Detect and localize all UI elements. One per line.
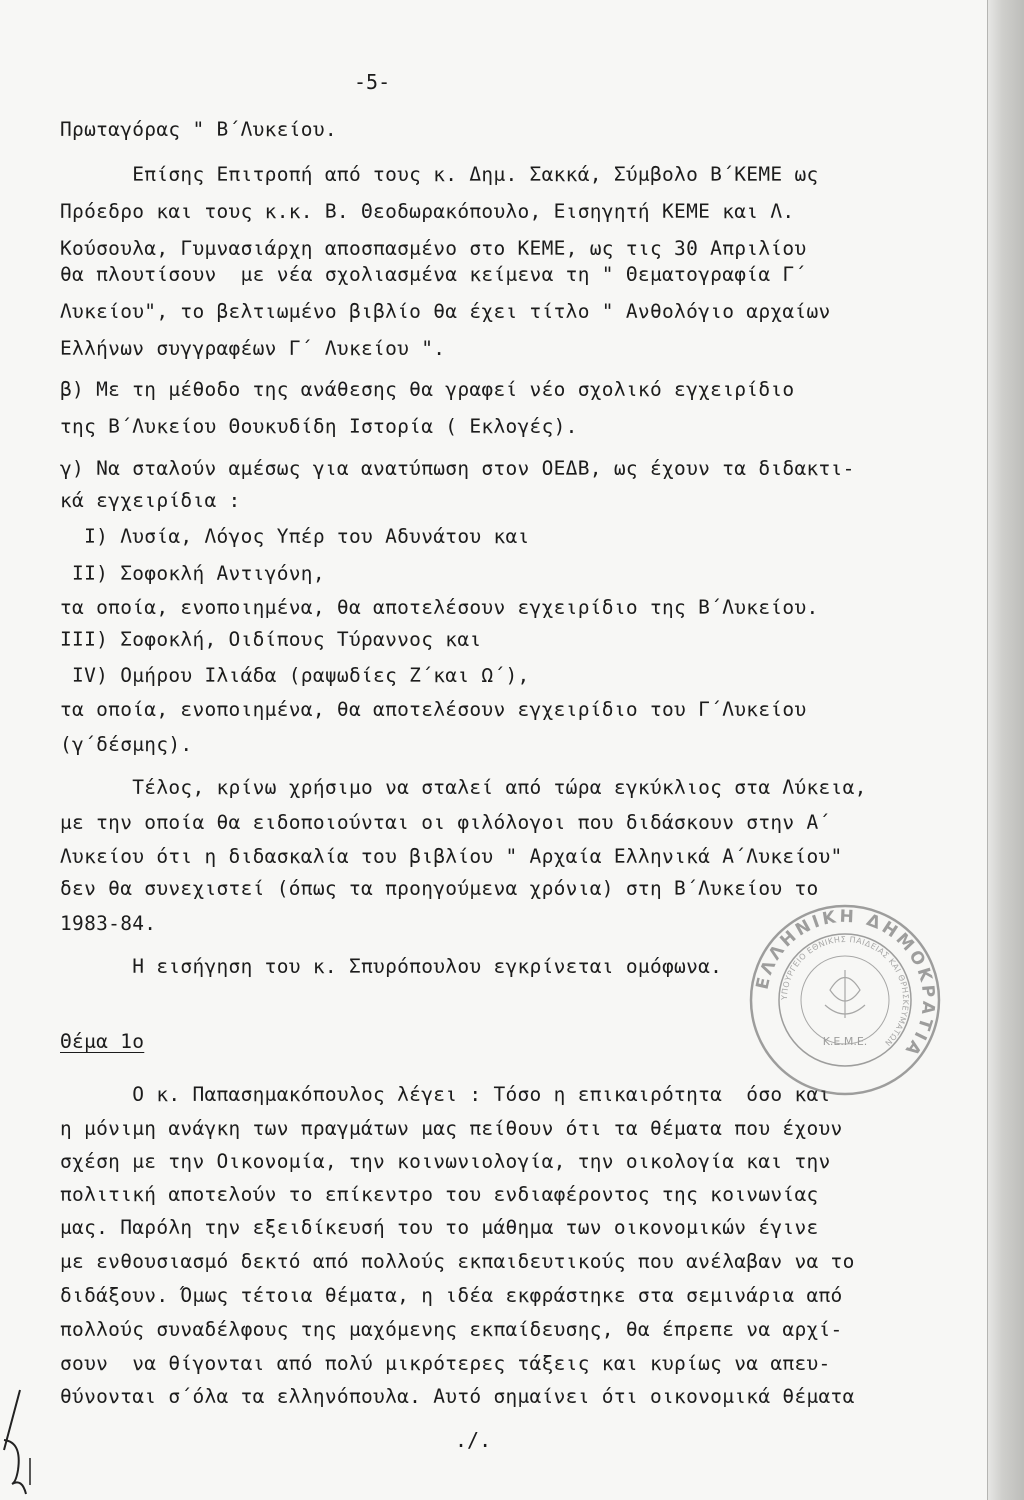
text-line: τα οποία, ενοποιημένα, θα αποτελέσουν εγχειρίδιο της Β΄Λυκείου.	[60, 596, 819, 619]
official-stamp	[745, 900, 945, 1100]
text-line: ΙΙ) Σοφοκλή Αντιγόνη,	[60, 562, 325, 585]
text-line: Ο κ. Παπασημακόπουλος λέγει : Τόσο η επικαιρότητα όσο και	[60, 1083, 831, 1106]
text-line: θύνονται σ΄όλα τα ελληνόπουλα. Αυτό σημαίνει ότι οικονομικά θέματα	[60, 1385, 855, 1408]
text-line: Η εισήγηση του κ. Σπυρόπουλου εγκρίνεται ομόφωνα.	[60, 955, 723, 978]
text-line: τα οποία, ενοποιημένα, θα αποτελέσουν εγχειρίδιο του Γ΄Λυκείου	[60, 698, 807, 721]
text-line: κά εγχειρίδια :	[60, 489, 241, 512]
continuation-mark: ./.	[455, 1428, 492, 1452]
text-line: με την οποία θα ειδοποιούνται οι φιλόλογοι που διδάσκουν στην Α΄	[60, 811, 831, 834]
text-line: πολλούς συναδέλφους της μαχόμενης εκπαίδευσης, θα έπρεπε να αρχί-	[60, 1318, 843, 1341]
text-line: ΙV) Ομήρου Ιλιάδα (ραψωδίες Ζ΄και Ω΄),	[60, 664, 530, 687]
text-line: της Β΄Λυκείου Θουκυδίδη Ιστορία ( Εκλογές).	[60, 415, 578, 438]
text-line: σχέση με την Οικονομία, την κοινωνιολογία, την οικολογία και την	[60, 1150, 831, 1173]
text-line: μας. Παρόλη την εξειδίκευσή του το μάθημα των οικονομικών έγινε	[60, 1216, 819, 1239]
text-line: Πρόεδρο και τους κ.κ. Β. Θεοδωρακόπουλο, Εισηγητή ΚΕΜΕ και Λ.	[60, 200, 795, 223]
svg-text:Κ.Ε.Μ.Ε.: Κ.Ε.Μ.Ε.	[822, 1035, 868, 1048]
text-line: σουν να θίγονται από πολύ μικρότερες τάξεις και κυρίως να απευ-	[60, 1352, 831, 1375]
svg-text:ΕΛΛΗΝΙΚΗ ΔΗΜΟΚΡΑΤΙΑ: ΕΛΛΗΝΙΚΗ ΔΗΜΟΚΡΑΤΙΑ	[752, 906, 939, 1062]
text-line: θα πλουτίσουν με νέα σχολιασμένα κείμενα τη " Θεματογραφία Γ΄	[60, 263, 807, 286]
text-line: Λυκείου ότι η διδασκαλία του βιβλίου " Αρχαία Ελληνικά Α΄Λυκείου"	[60, 845, 843, 868]
text-line: πολιτική αποτελούν το επίκεντρο του ενδιαφέροντος της κοινωνίας	[60, 1183, 819, 1206]
text-line: Επίσης Επιτροπή από τους κ. Δημ. Σακκά, Σύμβολο Β΄ΚΕΜΕ ως	[60, 163, 819, 186]
text-line: Κούσουλα, Γυμνασιάρχη αποσπασμένο στο ΚΕΜΕ, ως τις 30 Απριλίου	[60, 237, 807, 260]
svg-text:ΥΠΟΥΡΓΕΙΟ ΕΘΝΙΚΗΣ ΠΑΙΔΕΙΑΣ ΚΑΙ: ΥΠΟΥΡΓΕΙΟ ΕΘΝΙΚΗΣ ΠΑΙΔΕΙΑΣ ΚΑΙ ΘΡΗΣΚΕΥΜΑΤΩΝ	[779, 934, 911, 1048]
text-line: με ενθουσιασμό δεκτό από πολλούς εκπαιδευτικούς που ανέλαβαν να το	[60, 1250, 855, 1273]
text-line: β) Με τη μέθοδο της ανάθεσης θα γραφεί νέο σχολικό εγχειρίδιο	[60, 378, 795, 401]
text-line: Ι) Λυσία, Λόγος Υπέρ του Αδυνάτου και	[60, 525, 530, 548]
text-line: δεν θα συνεχιστεί (όπως τα προηγούμενα χρόνια) στη Β΄Λυκείου το	[60, 877, 819, 900]
text-line: (γ΄δέσμης).	[60, 733, 193, 756]
text-line: Λυκείου", το βελτιωμένο βιβλίο θα έχει τίτλο " Ανθολόγιο αρχαίων	[60, 300, 831, 323]
text-line: Πρωταγόρας " Β΄Λυκείου.	[60, 118, 337, 141]
handwritten-margin-mark	[0, 1360, 50, 1500]
text-line: 1983-84.	[60, 912, 157, 935]
section-heading: Θέμα 1ο	[60, 1030, 145, 1053]
page-edge	[987, 0, 1024, 1500]
page-number: -5-	[354, 70, 391, 94]
text-line: διδάξουν. Όμως τέτοια θέματα, η ιδέα εκφράστηκε στα σεμινάρια από	[60, 1284, 843, 1307]
text-line: γ) Να σταλούν αμέσως για ανατύπωση στον ΟΕΔΒ, ως έχουν τα διδακτι-	[60, 457, 855, 480]
text-line: ΙΙΙ) Σοφοκλή, Οιδίπους Τύραννος και	[60, 628, 482, 651]
text-line: η μόνιμη ανάγκη των πραγμάτων μας πείθουν ότι τα θέματα που έχουν	[60, 1117, 843, 1140]
text-line: Τέλος, κρίνω χρήσιμο να σταλεί από τώρα εγκύκλιος στα Λύκεια,	[60, 776, 867, 799]
text-line: Ελλήνων συγγραφέων Γ΄ Λυκείου ".	[60, 337, 446, 360]
